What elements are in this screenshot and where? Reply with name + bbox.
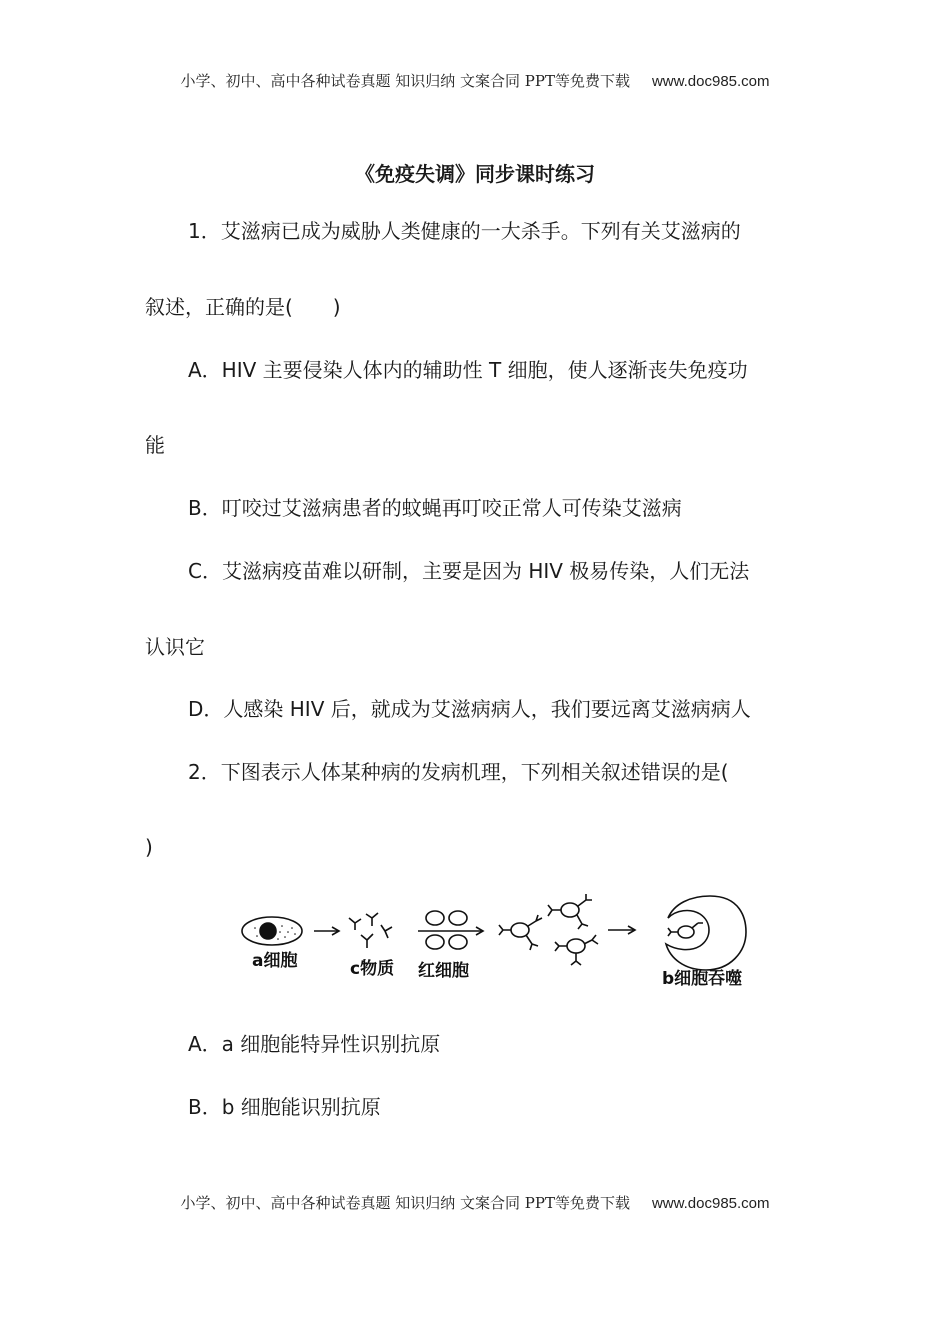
q1-option-c-line1: C．艾滋病疫苗难以研制，主要是因为 HIV 极易传染，人们无法: [188, 559, 750, 583]
page-footer: [0, 1192, 950, 1213]
arrow-2: [418, 927, 483, 935]
label-b-cell: b细胞吞噬: [662, 969, 743, 989]
label-red-blood-cell: 红细胞: [418, 961, 469, 981]
q1-option-c-line2: 认识它: [145, 635, 205, 659]
label-c-substance: c物质: [350, 959, 395, 979]
q1-stem-line1: 1．艾滋病已成为威胁人类健康的一大杀手。下列有关艾滋病的: [188, 219, 741, 243]
a-cell-shape: [242, 917, 302, 945]
footer-site: www.doc985.com: [651, 1195, 770, 1212]
label-a-cell: a细胞: [252, 951, 298, 971]
q2-option-a: A．a 细胞能特异性识别抗原: [188, 1032, 441, 1056]
q2-option-b: B．b 细胞能识别抗原: [188, 1095, 381, 1119]
q2-stem-line2: ): [145, 835, 153, 859]
page-title: 《免疫失调》同步课时练习: [355, 162, 595, 186]
red-blood-cells: [426, 911, 467, 949]
q1-option-d: D．人感染 HIV 后，就成为艾滋病病人，我们要远离艾滋病病人: [188, 697, 751, 721]
q1-option-a-line2: 能: [145, 433, 165, 457]
q1-option-a-line1: A．HIV 主要侵染人体内的辅助性 T 细胞，使人逐渐丧失免疫功: [188, 358, 748, 382]
q1-option-b: B．叮咬过艾滋病患者的蚊蝇再叮咬正常人可传染艾滋病: [188, 496, 682, 520]
q2-stem-line1: 2．下图表示人体某种病的发病机理，下列相关叙述错误的是(: [188, 760, 729, 784]
disease-mechanism-figure: [230, 888, 770, 998]
page-header: [0, 70, 950, 91]
header-site: www.doc985.com: [651, 73, 770, 90]
header-text: 小学、初中、高中各种试卷真题 知识归纳 文案合同 PPT等免费下载: [180, 72, 630, 90]
c-substance-antibodies: [349, 913, 392, 948]
q1-stem-line2: 叙述，正确的是( ): [145, 295, 341, 319]
footer-text: 小学、初中、高中各种试卷真题 知识归纳 文案合同 PPT等免费下载: [180, 1194, 630, 1212]
b-cell-phagocyte: [666, 896, 746, 970]
arrow-3: [608, 926, 635, 934]
arrow-1: [314, 927, 339, 935]
antibody-bound-red-cells: [499, 894, 598, 965]
